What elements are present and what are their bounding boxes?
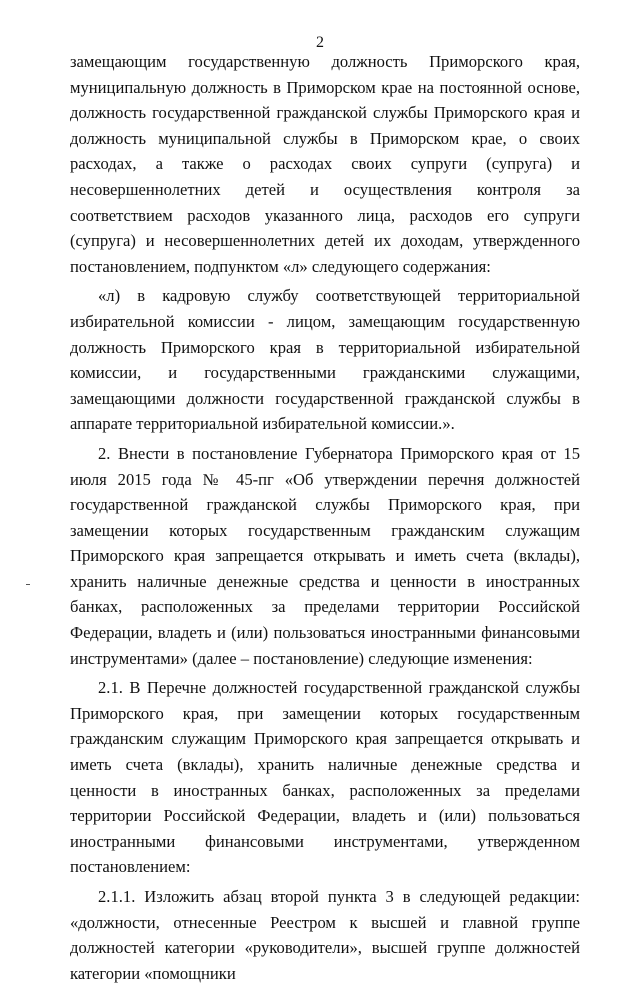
margin-mark	[26, 584, 30, 585]
paragraph-item-2-1: 2.1. В Перечне должностей государственной гражданской службы Приморского края, при замещении которых государственным гражданским служащим Приморского края запрещается открывать и иметь счета (вклады), хранить наличные денежные средства и ценности в иностранных банках, расположенных за пределами территории Российской Федерации, владеть и (или) пользоваться иностранными финансовыми инструментами, утвержденном постановлением:	[70, 678, 580, 877]
paragraph-item-2: 2. Внести в постановление Губернатора Приморского края от 15 июля 2015 года № 45-пг «Об утверждении перечня должностей государственной гражданской службы Приморского края, при замещении которых государственным гражданским служащим Приморского края запрещается открывать и иметь счета (вклады), хранить наличные денежные средства и ценности в иностранных банках, расположенных за пределами территории Российской Федерации, владеть и (или) пользоваться иностранными финансовыми инструментами» (далее – постановление) следующие изменения:	[70, 443, 580, 668]
paragraph-item-2-1-1: 2.1.1. Изложить абзац второй пункта 3 в следующей редакции: «должности, отнесенные Реестром к высшей и главной группе должностей категории «руководители», высшей группе должностей категории «помощники	[70, 887, 580, 983]
page-number: 2	[316, 34, 324, 51]
paragraph-continuation: замещающим государственную должность Приморского края, муниципальную должность в Приморском крае на постоянной основе, должность государственной гражданской службы Приморского края и должность муниципальной службы в Приморском крае, о своих расходах, а также о расходах своих супруги (супруга) и несовершеннолетних детей и осуществления контроля за соответствием расходов указанного лица, расходов его супруги (супруга) и несовершеннолетних детей их доходам, утвержденного постановлением, подпунктом «л» следующего содержания:	[70, 52, 580, 276]
document-body	[70, 49, 580, 986]
paragraph-subitem-l: «л) в кадровую службу соответствующей территориальной избирательной комиссии - лицом, замещающим государственную должность Приморского края в территориальной избирательной комиссии, и государственными гражданскими служащими, замещающими должности государственной гражданской службы в аппарате территориальной избирательной комиссии.».	[70, 286, 580, 434]
